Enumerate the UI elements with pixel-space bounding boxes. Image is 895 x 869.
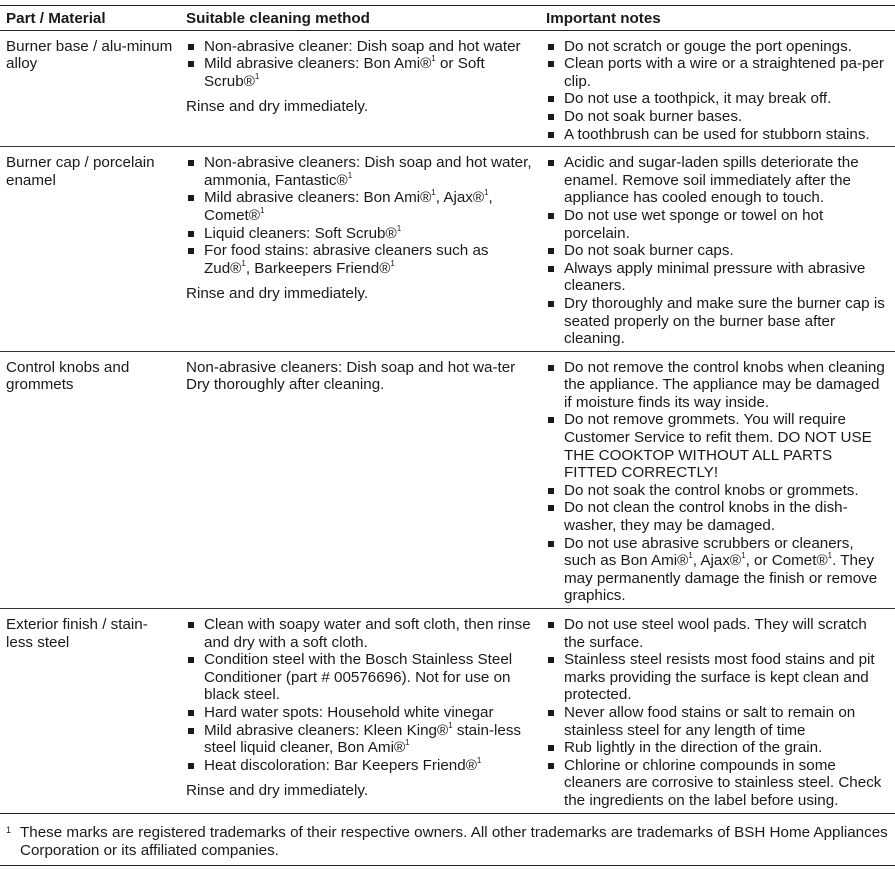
list-item: Mild abrasive cleaners: Bon Ami®$^1$, Ajax®$^1$, Comet®$^1$ — [186, 189, 534, 224]
bullet-square-icon — [188, 763, 194, 769]
method-note: Rinse and dry immediately. — [186, 285, 369, 303]
bullet-square-icon — [548, 541, 554, 547]
table-row — [0, 147, 895, 352]
list-item: Hard water spots: Household white vinegar — [186, 704, 534, 722]
table-row — [0, 609, 895, 814]
list-item: Acidic and sugar-laden spills deteriorate the enamel. Remove soil immediately after the appliance has cooled enough to touch. — [546, 154, 889, 207]
table-header-row — [0, 6, 895, 31]
bullet-square-icon — [548, 96, 554, 102]
list-item: Do not remove the control knobs when cleaning the appliance. The appliance may be damaged if moisture finds its way inside. — [546, 359, 889, 412]
method-cell — [180, 351, 540, 608]
bullet-square-icon — [548, 266, 554, 272]
bullet-square-icon — [548, 44, 554, 50]
list-item: Do not use a toothpick, it may break off. — [546, 90, 889, 108]
list-item: Do not soak burner bases. — [546, 108, 889, 126]
bullet-square-icon — [548, 301, 554, 307]
list-item: Liquid cleaners: Soft Scrub®$^1$ — [186, 225, 534, 243]
bullet-square-icon — [548, 248, 554, 254]
method-list — [186, 154, 534, 277]
part-cell: Control knobs and grommets — [0, 351, 180, 608]
bullet-square-icon — [188, 160, 194, 166]
list-item: Condition steel with the Bosch Stainless Steel Conditioner (part # 00576696). Not for use on black steel. — [186, 651, 534, 704]
bullet-square-icon — [548, 710, 554, 716]
bullet-square-icon — [548, 505, 554, 511]
header-cleaning-method: Suitable cleaning method — [180, 6, 540, 31]
header-part-material: Part / Material — [0, 6, 180, 31]
method-note: Rinse and dry immediately. — [186, 98, 369, 116]
method-note: Rinse and dry immediately. — [186, 782, 369, 800]
notes-cell — [540, 30, 895, 147]
bullet-square-icon — [548, 114, 554, 120]
method-text: Non-abrasive cleaners: Dish soap and hot wa-ter — [186, 358, 516, 376]
list-item: Do not use abrasive scrubbers or cleaners, such as Bon Ami®$^1$, Ajax®$^1$, or Comet®$^1$. They may permanently damage the finish or remove graphics. — [546, 535, 889, 605]
list-item: Do not clean the control knobs in the dish-washer, they may be damaged. — [546, 499, 889, 534]
list-item: Do not soak the control knobs or grommets. — [546, 482, 889, 500]
notes-list — [546, 154, 889, 348]
list-item: Always apply minimal pressure with abrasive cleaners. — [546, 260, 889, 295]
list-item: Clean ports with a wire or a straightened pa-per clip. — [546, 55, 889, 90]
list-item: Mild abrasive cleaners: Kleen King®$^1$ stain-less steel liquid cleaner, Bon Ami®$^1$ — [186, 722, 534, 757]
bullet-square-icon — [548, 213, 554, 219]
notes-list — [546, 38, 889, 144]
bullet-square-icon — [548, 657, 554, 663]
list-item: Do not remove grommets. You will require Customer Service to refit them. DO NOT USE THE COOKTOP WITHOUT ALL PARTS FITTED CORRECTLY! — [546, 411, 889, 481]
list-item: Do not soak burner caps. — [546, 242, 889, 260]
list-item: For food stains: abrasive cleaners such as Zud®$^1$, Barkeepers Friend®$^1$ — [186, 242, 534, 277]
footnote-mark: 1 — [6, 825, 12, 835]
list-item: Rub lightly in the direction of the grain. — [546, 739, 889, 757]
notes-list — [546, 616, 889, 810]
bullet-square-icon — [188, 622, 194, 628]
list-item: Do not use wet sponge or towel on hot porcelain. — [546, 207, 889, 242]
bullet-square-icon — [548, 763, 554, 769]
list-item: Do not use steel wool pads. They will scratch the surface. — [546, 616, 889, 651]
bullet-square-icon — [188, 728, 194, 734]
footnote-text: These marks are registered trademarks of their respective owners. All other trademarks are trademarks of BSH Home Appliances Corporation or its affiliated companies. — [20, 824, 888, 859]
table-row — [0, 351, 895, 608]
bullet-square-icon — [188, 61, 194, 67]
bullet-square-icon — [548, 488, 554, 494]
list-item: Heat discoloration: Bar Keepers Friend®$^1$ — [186, 757, 534, 775]
table-row — [0, 30, 895, 147]
notes-cell — [540, 351, 895, 608]
method-text: Dry thoroughly after cleaning. — [186, 376, 385, 394]
list-item: Non-abrasive cleaner: Dish soap and hot water — [186, 38, 534, 56]
notes-cell — [540, 147, 895, 352]
list-item: Non-abrasive cleaners: Dish soap and hot water, ammonia, Fantastic®$^1$ — [186, 154, 534, 189]
part-cell: Burner base / alu-minum alloy — [0, 30, 180, 147]
bullet-square-icon — [188, 195, 194, 201]
list-item: Dry thoroughly and make sure the burner cap is seated properly on the burner base after cleaning. — [546, 295, 889, 348]
bullet-square-icon — [188, 231, 194, 237]
bullet-square-icon — [548, 417, 554, 423]
bullet-square-icon — [188, 710, 194, 716]
bullet-square-icon — [548, 61, 554, 67]
header-important-notes: Important notes — [540, 6, 895, 31]
list-item: Mild abrasive cleaners: Bon Ami®$^1$ or Soft Scrub®$^1$ — [186, 55, 534, 90]
bullet-square-icon — [548, 365, 554, 371]
list-item: Never allow food stains or salt to remain on stainless steel for any length of time — [546, 704, 889, 739]
bullet-square-icon — [548, 745, 554, 751]
trademark-footnote — [0, 824, 895, 859]
cleaning-table — [0, 5, 895, 814]
list-item: Clean with soapy water and soft cloth, then rinse and dry with a soft cloth. — [186, 616, 534, 651]
part-cell: Burner cap / porcelain enamel — [0, 147, 180, 352]
part-cell: Exterior finish / stain-less steel — [0, 609, 180, 814]
bullet-square-icon — [548, 160, 554, 166]
list-item: A toothbrush can be used for stubborn stains. — [546, 126, 889, 144]
method-cell — [180, 609, 540, 814]
method-cell — [180, 147, 540, 352]
method-list — [186, 616, 534, 774]
bullet-square-icon — [548, 132, 554, 138]
method-list — [186, 38, 534, 91]
bullet-square-icon — [188, 248, 194, 254]
bullet-square-icon — [548, 622, 554, 628]
footnote-rule — [0, 865, 895, 866]
list-item: Stainless steel resists most food stains and pit marks providing the surface is kept clean and protected. — [546, 651, 889, 704]
bullet-square-icon — [188, 657, 194, 663]
list-item: Do not scratch or gouge the port openings. — [546, 38, 889, 56]
notes-list — [546, 359, 889, 605]
bullet-square-icon — [188, 44, 194, 50]
method-cell — [180, 30, 540, 147]
notes-cell — [540, 609, 895, 814]
list-item: Chlorine or chlorine compounds in some cleaners are corrosive to stainless steel. Check the ingredients on the label before using. — [546, 757, 889, 810]
